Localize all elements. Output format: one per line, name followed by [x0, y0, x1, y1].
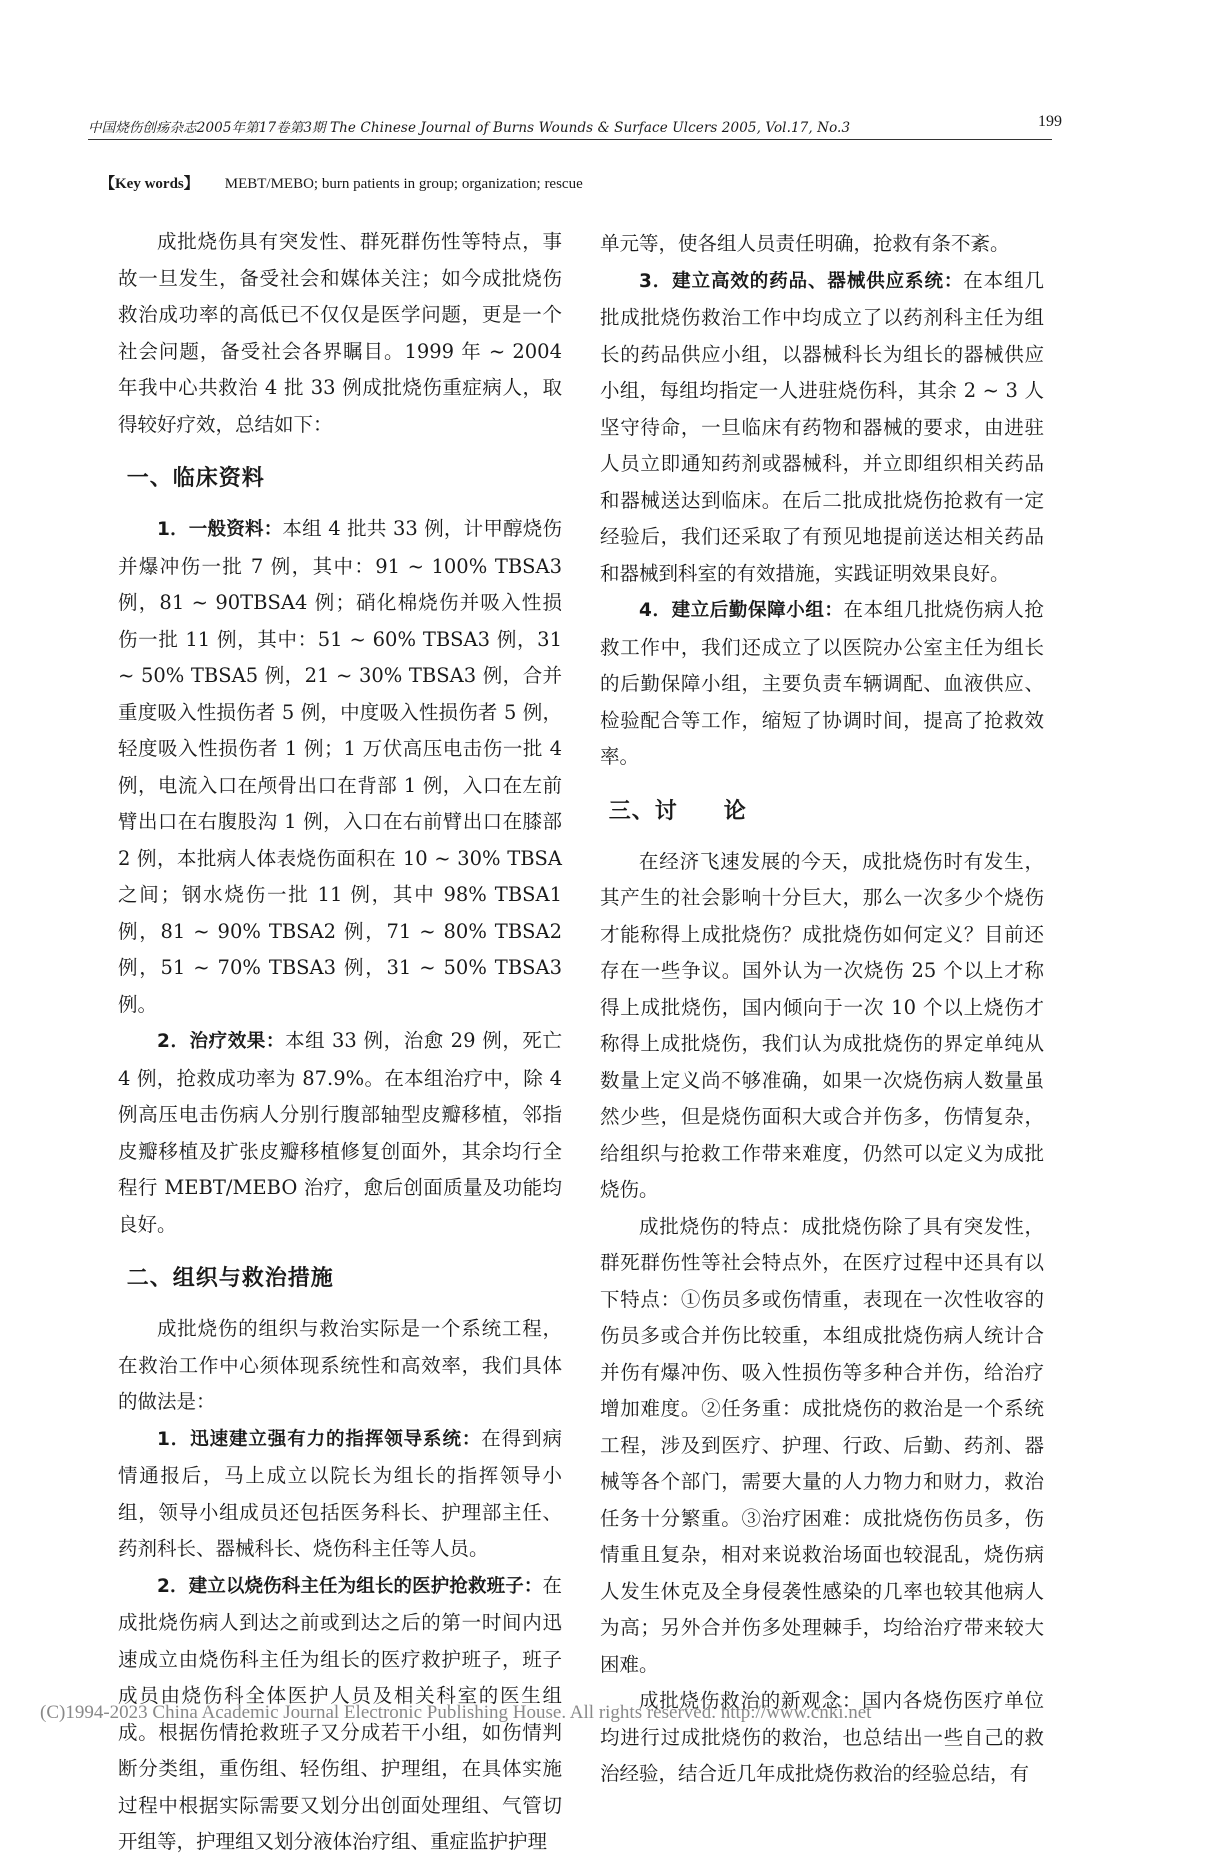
text-rescue-team: 在成批烧伤病人到达之前或到达之后的第一时间内迅速成立由烧伤科主任为组长的医疗救护班子，班子成员由烧伤科全体医护人员及相关科室的医生组成。根据伤情抢救班子又分成若干小组，如伤情判断分类组，重伤组、轻伤组、护理组，在具体实施过程中根据实际需要又划分出创面处理组、气管切开组等，护理组又划分液体治疗组、重症监护护理: [118, 1573, 562, 1853]
paragraph-discussion-features: 成批烧伤的特点：成批烧伤除了具有突发性，群死群伤性等社会特点外，在医疗过程中还具有以下特点：①伤员多或伤情重，表现在一次性收容的伤员多或合并伤比较重，本组成批烧伤病人统计合并伤有爆冲伤、吸入性损伤等多种合并伤，给治疗增加难度。②任务重：成批烧伤的救治是一个系统工程，涉及到医疗、护理、行政、后勤、药剂、器械等各个部门，需要大量的人力物力和财力，救治任务十分繁重。③治疗困难：成批烧伤伤员多，伤情重且复杂，相对来说救治场面也较混乱，烧伤病人发生休克及全身侵袭性感染的几率也较其他病人为高；另外合并伤多处理棘手，均给治疗带来较大困难。: [600, 1214, 1044, 1676]
running-header: 中国烧伤创疡杂志2005年第17卷第3期 The Chinese Journal of Burns Wounds & Surface Ulcers 2005, Vol.17, No.3: [88, 116, 1052, 140]
paragraph-general-data: [118, 511, 562, 1023]
copyright-footer: (C)1994-2023 China Academic Journal Electronic Publishing House. All rights reserved. http://www.cnki.net: [40, 1702, 872, 1723]
lead-rescue-team: 2．建立以烧伤科主任为组长的医护抢救班子：: [157, 1575, 543, 1597]
text-treatment-results: 本组 33 例，治愈 29 例，死亡 4 例，抢救成功率为 87.9%。在本组治疗中，除 4 例高压电击伤病人分别行腹部轴型皮瓣移植，邻指皮瓣移植及扩张皮瓣移植修复创面外，其余均行全程行 MEBT/MEBO 治疗，愈后创面质量及功能均良好。: [118, 1029, 563, 1236]
keywords-text: MEBT/MEBO; burn patients in group; organization; rescue: [224, 176, 583, 192]
lead-logistics: 4．建立后勤保障小组：: [639, 600, 844, 621]
lead-treatment-results: 2．治疗效果：: [157, 1031, 285, 1052]
left-column: [118, 224, 562, 1861]
section-heading-clinical: 一、临床资料: [126, 466, 265, 491]
paragraph-logistics: [600, 592, 1044, 776]
lead-general-data: 1．一般资料：: [157, 519, 283, 540]
text-logistics: 在本组几批烧伤病人抢救工作中，我们还成立了以医院办公室主任为组长的后勤保障小组，主要负责车辆调配、血液供应、检验配合等工作，缩短了协调时间，提高了抢救效率。: [600, 598, 1044, 768]
lead-command-system: 1．迅速建立强有力的指挥领导系统：: [157, 1428, 482, 1450]
paragraph-organization-intro: 成批烧伤的组织与救治实际是一个系统工程，在救治工作中心须体现系统性和高效率，我们具体的做法是：: [118, 1317, 562, 1413]
section-heading-organization: 二、组织与救治措施: [126, 1266, 334, 1291]
text-supply-system: 在本组几批成批烧伤救治工作中均成立了以药剂科主任为组长的药品供应小组，以器械科长为组长的器械供应小组，每组均指定一人进驻烧伤科，其余 2 ~ 3 人坚守待命，一旦临床有药物和器械的要求，由进驻人员立即通知药剂或器械科，并立即组织相关药品和器械送达到临床。在后二批成批烧伤抢救有一定经验后，我们还采取了有预见地提前送达相关药品和器械到科室的有效措施，实践证明效果良好。: [600, 268, 1044, 585]
paragraph-continuation: 单元等，使各组人员责任明确，抢救有条不紊。: [600, 232, 1010, 255]
page-number: 199: [1038, 113, 1062, 130]
paragraph-treatment-results: [118, 1023, 562, 1243]
right-column: [600, 226, 1044, 1793]
paragraph-discussion-new-concepts: 成批烧伤救治的新观念：国内各烧伤医疗单位均进行过成批烧伤的救治，也总结出一些自己的救治经验，结合近几年成批烧伤救治的经验总结，有: [600, 1689, 1044, 1785]
text-general-data: 本组 4 批共 33 例，计甲醇烧伤并爆冲伤一批 7 例，其中：91 ~ 100% TBSA3 例，81 ~ 90TBSA4 例；硝化棉烧伤并吸入性损伤一批 11 例，其中：51 ~ 60% TBSA3 例，31 ~ 50% TBSA5 例，21 ~ 30% TBSA3 例，合并重度吸入性损伤者 5 例，中度吸入性损伤者 5 例，轻度吸入性损伤者 1 例；1 万伏高压电击伤一批 4 例，电流入口在颅骨出口在背部 1 例，入口在左前臂出口在右腹股沟 1 例，入口在右前臂出口在膝部 2 例，本批病人体表烧伤面积在 10 ~ 30% TBSA 之间；钢水烧伤一批 11 例，其中 98% TBSA1 例，81 ~ 90% TBSA2 例，71 ~ 80% TBSA2 例，51 ~ 70% TBSA3 例，31 ~ 50% TBSA3 例。: [118, 517, 563, 1016]
section-heading-discussion: 三、讨 论: [608, 798, 747, 824]
keywords-label: 【Key words】: [100, 176, 199, 192]
text-command-system: 在得到病情通报后，马上成立以院长为组长的指挥领导小组，领导小组成员还包括医务科长、护理部主任、药剂科长、器械科长、烧伤科主任等人员。: [118, 1426, 562, 1560]
lead-supply-system: 3．建立高效的药品、器械供应系统：: [639, 270, 964, 292]
keywords-line: [100, 172, 1000, 193]
paragraph-discussion-definition: 在经济飞速发展的今天，成批烧伤时有发生，其产生的社会影响十分巨大，那么一次多少个烧伤才能称得上成批烧伤？成批烧伤如何定义？目前还存在一些争议。国外认为一次烧伤 25 个以上才称得上成批烧伤，国内倾向于一次 10 个以上烧伤才称得上成批烧伤，我们认为成批烧伤的界定单纯从数量上定义尚不够准确，如果一次烧伤病人数量虽然少些，但是烧伤面积大或合并伤多，伤情复杂，给组织与抢救工作带来难度，仍然可以定义为成批烧伤。: [600, 849, 1044, 1201]
paragraph-supply-system: [600, 263, 1044, 593]
paragraph-command-system: [118, 1421, 562, 1568]
intro-paragraph: 成批烧伤具有突发性、群死群伤性等特点，事故一旦发生，备受社会和媒体关注；如今成批烧伤救治成功率的高低已不仅仅是医学问题，更是一个社会问题，备受社会各界瞩目。1999 年 ~ 2004 年我中心共救治 4 批 33 例成批烧伤重症病人，取得较好疗效，总结如下：: [118, 230, 562, 436]
